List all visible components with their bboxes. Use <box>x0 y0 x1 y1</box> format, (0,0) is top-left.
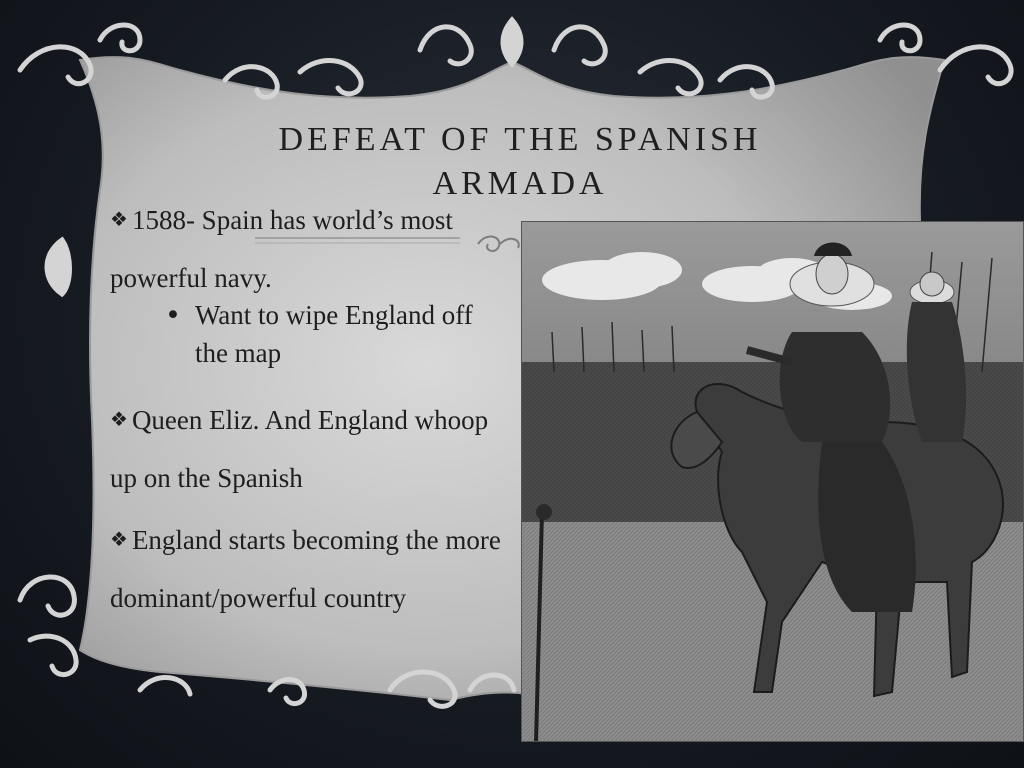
sub-bullet-1 <box>165 296 485 372</box>
bullet-3-text: England starts becoming the more dominant/powerful country <box>110 525 501 613</box>
sub-bullet-1-text: Want to wipe England off the map <box>194 300 473 368</box>
diamond-bullet-icon: ❖ <box>110 207 128 231</box>
bullet-1-text: 1588- Spain has world’s most powerful navy. <box>110 205 453 293</box>
bullet-2-text: Queen Eliz. And England whoop up on the Spanish <box>110 405 489 493</box>
slide-title: DEFEAT OF THE SPANISH ARMADA <box>278 121 762 202</box>
bullet-2 <box>110 390 510 507</box>
queen-on-horseback-illustration <box>522 222 1024 742</box>
bullet-3 <box>110 510 510 627</box>
engraving-image <box>521 221 1024 742</box>
round-bullet-icon: • <box>165 300 181 331</box>
bullet-1 <box>110 190 510 307</box>
diamond-bullet-icon: ❖ <box>110 527 128 551</box>
diamond-bullet-icon: ❖ <box>110 407 128 431</box>
